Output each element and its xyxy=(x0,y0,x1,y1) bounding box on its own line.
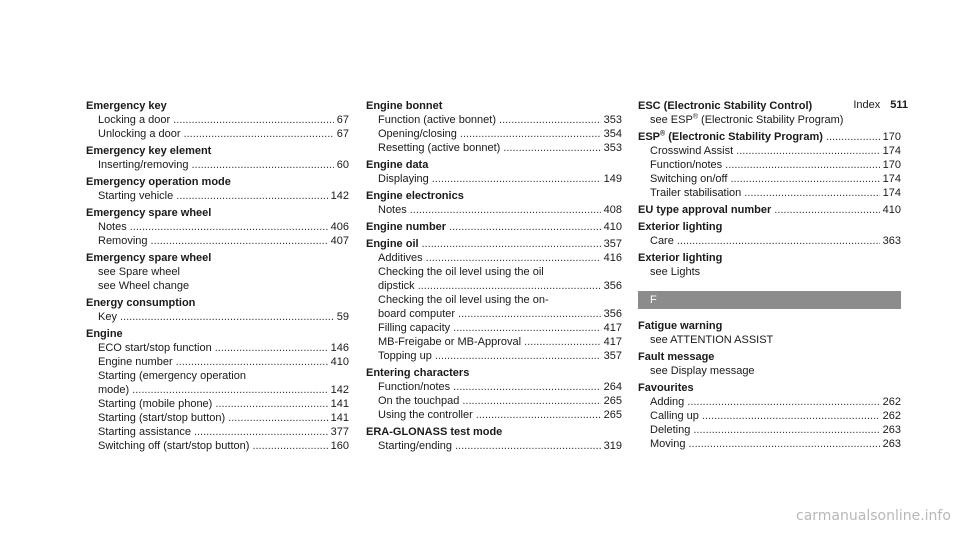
entry-row[interactable] xyxy=(86,341,349,355)
leader-dots xyxy=(453,321,601,335)
leader-dots xyxy=(702,409,880,423)
row-text: Removing xyxy=(98,235,148,247)
row-text: Switching off (start/stop button) xyxy=(98,440,250,452)
row-text: Deleting xyxy=(650,424,691,436)
entry-heading: ESC (Electronic Stability Control) xyxy=(638,100,813,112)
heading-part: ESP xyxy=(638,131,661,143)
entry-row[interactable] xyxy=(366,394,622,408)
index-entry xyxy=(86,327,349,453)
entry-heading: ERA-GLONASS test mode xyxy=(366,426,503,438)
row-page[interactable]: 354 xyxy=(603,128,622,140)
row-page[interactable]: 59 xyxy=(336,311,349,323)
row-text: Crosswind Assist xyxy=(650,145,734,157)
registered-mark: ® xyxy=(692,113,698,121)
leader-dots xyxy=(453,380,600,394)
entry-row[interactable] xyxy=(638,144,901,158)
entry-heading: Favourites xyxy=(638,382,694,394)
row-text: Switching on/off xyxy=(650,173,728,185)
entry-row[interactable] xyxy=(638,395,901,409)
entry-row[interactable] xyxy=(366,113,622,127)
entry-row[interactable] xyxy=(366,141,622,155)
row-page[interactable]: 319 xyxy=(603,440,622,452)
entry-heading: Emergency key element xyxy=(86,145,212,157)
leader-dots xyxy=(418,279,601,293)
row-text: ECO start/stop function xyxy=(98,342,212,354)
entry-row[interactable] xyxy=(638,423,901,437)
row-text: Starting (start/stop button) xyxy=(98,412,226,424)
leader-dots xyxy=(687,395,879,409)
row-text: Function/notes xyxy=(650,159,723,171)
row-text: Care xyxy=(650,235,674,247)
entry-row-continued: Checking the oil level using the on- xyxy=(378,294,549,306)
index-entry xyxy=(638,99,901,127)
row-page[interactable]: 410 xyxy=(882,204,901,216)
entry-row[interactable] xyxy=(638,158,901,172)
entry-heading: Energy consumption xyxy=(86,297,196,309)
row-text: dipstick xyxy=(378,280,415,292)
entry-heading: Exterior lighting xyxy=(638,252,723,264)
row-text: Opening/closing xyxy=(378,128,457,140)
see-reference[interactable]: see Spare wheel xyxy=(98,266,180,278)
entry-row[interactable] xyxy=(366,251,622,265)
entry-heading: Engine xyxy=(86,328,123,340)
row-text: Inserting/removing xyxy=(98,159,189,171)
row-page[interactable]: 142 xyxy=(330,384,349,396)
leader-dots xyxy=(499,113,601,127)
registered-mark: ® xyxy=(660,130,666,138)
row-page[interactable]: 410 xyxy=(330,356,349,368)
index-entry xyxy=(366,425,622,453)
index-entry xyxy=(638,203,901,217)
index-column-1 xyxy=(86,99,349,453)
entry-heading: Exterior lighting xyxy=(638,221,723,233)
entry-row[interactable] xyxy=(86,310,349,324)
leader-dots xyxy=(151,234,328,248)
row-text: Displaying xyxy=(378,173,429,185)
row-page[interactable]: 67 xyxy=(336,128,349,140)
row-page[interactable]: 174 xyxy=(882,187,901,199)
entry-row[interactable] xyxy=(638,437,901,451)
row-page[interactable]: 357 xyxy=(603,238,622,250)
row-page[interactable]: 160 xyxy=(330,440,349,452)
index-entry xyxy=(638,319,901,347)
see-text: (Electronic Stability Program) xyxy=(697,114,844,126)
leader-dots xyxy=(184,127,334,141)
see-reference[interactable]: see ATTENTION ASSIST xyxy=(650,334,774,346)
row-text: Using the controller xyxy=(378,409,473,421)
leader-dots xyxy=(460,127,601,141)
entry-heading: Emergency key xyxy=(86,100,167,112)
entry-row[interactable] xyxy=(86,113,349,127)
entry-row[interactable] xyxy=(366,349,622,363)
row-page[interactable]: 356 xyxy=(603,280,622,292)
leader-dots xyxy=(132,383,327,397)
row-page[interactable]: 149 xyxy=(603,173,622,185)
entry-row[interactable] xyxy=(86,158,349,172)
leader-dots xyxy=(677,234,880,248)
entry-heading-text: Engine number xyxy=(366,221,447,233)
row-page[interactable]: 67 xyxy=(336,114,349,126)
row-text: Adding xyxy=(650,396,685,408)
entry-row[interactable] xyxy=(86,411,349,425)
row-text: MB-Freigabe or MB-Approval xyxy=(378,336,522,348)
entry-row[interactable] xyxy=(86,397,349,411)
row-text: mode) xyxy=(98,384,130,396)
entry-heading: Entering characters xyxy=(366,367,470,379)
entry-heading-text: Engine oil xyxy=(366,238,419,250)
row-page[interactable]: 142 xyxy=(330,190,349,202)
row-page[interactable]: 170 xyxy=(882,131,901,143)
entry-row[interactable] xyxy=(86,189,349,203)
row-text: Filling capacity xyxy=(378,322,451,334)
entry-heading: Fatigue warning xyxy=(638,320,723,332)
row-page[interactable]: 417 xyxy=(603,322,622,334)
leader-dots xyxy=(693,423,879,437)
section-letter-bar: F xyxy=(638,291,901,309)
entry-heading-with-page[interactable] xyxy=(638,130,901,144)
row-page[interactable]: 377 xyxy=(330,426,349,438)
leader-dots xyxy=(476,408,601,422)
entry-row[interactable] xyxy=(366,408,622,422)
leader-dots xyxy=(449,220,601,234)
entry-row[interactable] xyxy=(638,186,901,200)
entry-heading-text xyxy=(638,130,823,144)
entry-heading-text: EU type approval number xyxy=(638,204,772,216)
row-page[interactable]: 408 xyxy=(603,204,622,216)
entry-row[interactable] xyxy=(366,203,622,217)
entry-row[interactable] xyxy=(366,279,622,293)
entry-heading: Emergency spare wheel xyxy=(86,207,212,219)
heading-part: (Electronic Stability Program) xyxy=(665,131,823,143)
row-text: Notes xyxy=(378,204,407,216)
see-reference[interactable]: see Wheel change xyxy=(98,280,190,292)
page-number: 511 xyxy=(890,99,908,111)
row-text: Starting/ending xyxy=(378,440,452,452)
entry-row[interactable] xyxy=(366,321,622,335)
entry-heading: Fault message xyxy=(638,351,715,363)
leader-dots xyxy=(426,251,601,265)
row-page[interactable]: 170 xyxy=(882,159,901,171)
entry-row[interactable] xyxy=(638,172,901,186)
row-page[interactable]: 356 xyxy=(603,308,622,320)
leader-dots xyxy=(422,237,601,251)
row-page[interactable]: 353 xyxy=(603,114,622,126)
entry-row[interactable] xyxy=(366,127,622,141)
leader-dots xyxy=(176,355,328,369)
entry-row[interactable] xyxy=(638,409,901,423)
row-page[interactable]: 265 xyxy=(603,395,622,407)
header-title: Index xyxy=(853,99,881,111)
row-text: Starting vehicle xyxy=(98,190,174,202)
leader-dots xyxy=(173,113,334,127)
index-column-2 xyxy=(366,99,622,453)
entry-row[interactable] xyxy=(366,439,622,453)
entry-row-continued: Checking the oil level using the oil xyxy=(378,266,544,278)
index-entry xyxy=(366,158,622,186)
see-reference[interactable]: see Display message xyxy=(650,365,755,377)
index-column-3 xyxy=(638,99,901,451)
row-page[interactable]: 406 xyxy=(330,221,349,233)
index-entry xyxy=(86,251,349,293)
entry-row[interactable] xyxy=(86,425,349,439)
row-text: Engine number xyxy=(98,356,173,368)
row-page[interactable]: 60 xyxy=(336,159,349,171)
entry-row[interactable] xyxy=(86,439,349,453)
leader-dots xyxy=(435,349,601,363)
entry-heading-with-page[interactable] xyxy=(366,237,622,251)
see-reference[interactable]: see Lights xyxy=(650,266,701,278)
entry-row[interactable] xyxy=(86,355,349,369)
leader-dots xyxy=(458,307,601,321)
row-text: Function (active bonnet) xyxy=(378,114,497,126)
leader-dots xyxy=(744,186,879,200)
row-page[interactable]: 416 xyxy=(603,252,622,264)
row-text: Trailer stabilisation xyxy=(650,187,742,199)
entry-heading-with-page[interactable] xyxy=(366,220,622,234)
index-entry xyxy=(366,189,622,217)
entry-heading: Engine bonnet xyxy=(366,100,443,112)
row-page[interactable]: 262 xyxy=(882,396,901,408)
leader-dots xyxy=(410,203,601,217)
leader-dots xyxy=(192,158,334,172)
index-entry xyxy=(366,220,622,234)
entry-row[interactable] xyxy=(86,234,349,248)
index-entry xyxy=(638,350,901,378)
row-page[interactable]: 174 xyxy=(882,145,901,157)
row-page[interactable]: 174 xyxy=(882,173,901,185)
row-text: Starting (mobile phone) xyxy=(98,398,213,410)
leader-dots xyxy=(120,310,334,324)
entry-heading: Engine electronics xyxy=(366,190,464,202)
row-page[interactable]: 262 xyxy=(882,410,901,422)
leader-dots xyxy=(215,341,328,355)
leader-dots xyxy=(215,397,327,411)
row-text: Topping up xyxy=(378,350,432,362)
entry-heading: Engine data xyxy=(366,159,429,171)
index-entry xyxy=(86,144,349,172)
see-reference[interactable] xyxy=(638,113,901,127)
entry-row[interactable] xyxy=(366,172,622,186)
see-text: see ESP xyxy=(650,114,693,126)
row-text: Starting assistance xyxy=(98,426,191,438)
watermark-text: carmanualsonline.info xyxy=(796,508,951,524)
row-page[interactable]: 263 xyxy=(882,424,901,436)
leader-dots xyxy=(252,439,327,453)
leader-dots xyxy=(524,335,601,349)
entry-row[interactable] xyxy=(366,307,622,321)
row-page[interactable]: 264 xyxy=(603,381,622,393)
leader-dots xyxy=(455,439,601,453)
leader-dots xyxy=(730,172,879,186)
leader-dots xyxy=(130,220,328,234)
leader-dots xyxy=(194,425,328,439)
row-page[interactable]: 410 xyxy=(603,221,622,233)
leader-dots xyxy=(176,189,327,203)
entry-heading: Emergency operation mode xyxy=(86,176,231,188)
row-text: Resetting (active bonnet) xyxy=(378,142,501,154)
leader-dots xyxy=(228,411,327,425)
row-page[interactable]: 407 xyxy=(330,235,349,247)
index-entry xyxy=(86,296,349,324)
row-page[interactable]: 263 xyxy=(882,438,901,450)
entry-heading-with-page[interactable] xyxy=(638,203,901,217)
entry-heading: Emergency spare wheel xyxy=(86,252,212,264)
leader-dots xyxy=(688,437,879,451)
entry-row[interactable] xyxy=(366,380,622,394)
index-entry xyxy=(638,130,901,200)
row-text: Calling up xyxy=(650,410,699,422)
row-text: Notes xyxy=(98,221,127,233)
index-entry xyxy=(366,366,622,422)
leader-dots xyxy=(736,144,880,158)
entry-row[interactable] xyxy=(86,127,349,141)
index-entry xyxy=(86,175,349,203)
index-entry xyxy=(86,206,349,248)
index-entry xyxy=(86,99,349,141)
leader-dots xyxy=(432,172,601,186)
row-page[interactable]: 417 xyxy=(603,336,622,348)
leader-dots xyxy=(774,203,879,217)
row-text: On the touchpad xyxy=(378,395,460,407)
row-page[interactable]: 353 xyxy=(603,142,622,154)
index-entry xyxy=(638,381,901,451)
row-page[interactable]: 146 xyxy=(330,342,349,354)
entry-row[interactable] xyxy=(638,234,901,248)
entry-row[interactable] xyxy=(86,383,349,397)
leader-dots xyxy=(725,158,879,172)
row-text: board computer xyxy=(378,308,456,320)
leader-dots xyxy=(503,141,600,155)
row-page[interactable]: 363 xyxy=(882,235,901,247)
index-entry xyxy=(638,251,901,279)
row-text: Locking a door xyxy=(98,114,171,126)
index-entry xyxy=(366,99,622,155)
entry-row[interactable] xyxy=(366,335,622,349)
row-page[interactable]: 141 xyxy=(330,412,349,424)
entry-row-continued: Starting (emergency operation xyxy=(98,370,246,382)
row-text: Additives xyxy=(378,252,423,264)
leader-dots xyxy=(462,394,600,408)
index-entry xyxy=(366,237,622,363)
row-page[interactable]: 141 xyxy=(330,398,349,410)
entry-row[interactable] xyxy=(86,220,349,234)
row-text: Function/notes xyxy=(378,381,451,393)
index-entry xyxy=(638,220,901,248)
row-page[interactable]: 357 xyxy=(603,350,622,362)
row-text: Unlocking a door xyxy=(98,128,181,140)
row-text: Key xyxy=(98,311,117,323)
leader-dots xyxy=(826,130,880,144)
row-text: Moving xyxy=(650,438,686,450)
row-page[interactable]: 265 xyxy=(603,409,622,421)
